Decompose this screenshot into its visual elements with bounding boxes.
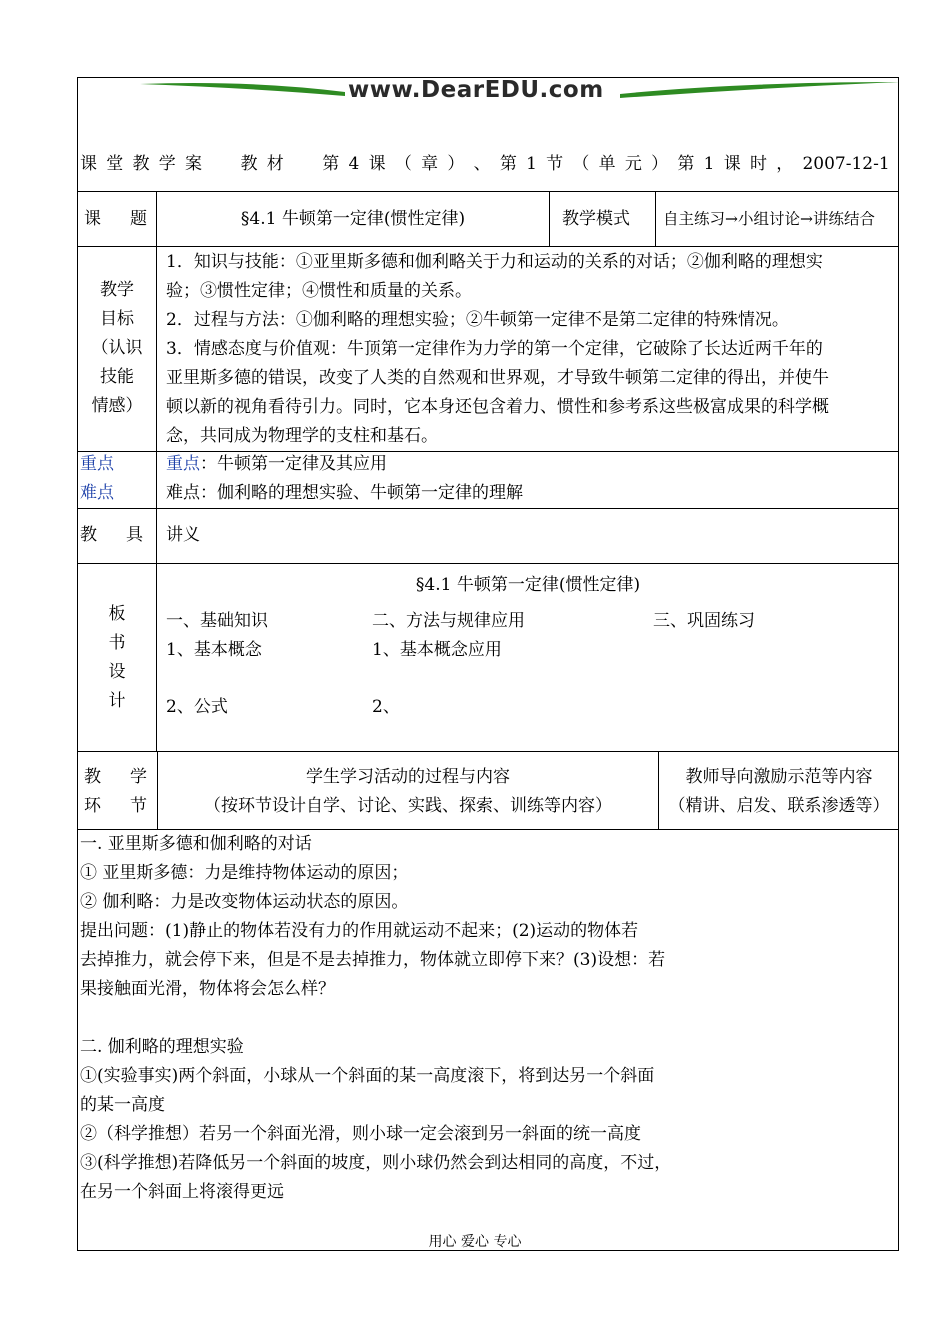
keypoint-text: 重点：牛顿第一定律及其应用 xyxy=(166,454,387,474)
board-col3-heading: 三、巩固练习 xyxy=(653,611,755,631)
body-line: ② 伽利略：力是改变物体运动状态的原因。 xyxy=(80,892,409,912)
goals-label: 教学 目标 （认识 技能 情感） xyxy=(91,280,143,416)
body-line: ③(科学推想)若降低另一个斜面的坡度，则小球仍然会到达相同的高度，不过， xyxy=(80,1153,672,1173)
teaching-mode-label: 教学模式 xyxy=(562,209,630,229)
difficulty-label: 难点 xyxy=(80,483,114,503)
logo-text: www.DearEDU.com xyxy=(348,77,604,103)
body-line: 二. 伽利略的理想实验 xyxy=(80,1037,244,1057)
body-line: 的某一高度 xyxy=(80,1095,165,1115)
tools-value: 讲义 xyxy=(166,525,200,545)
lesson-body xyxy=(80,830,671,1207)
footer: 用心 爱心 专心 xyxy=(428,1234,522,1250)
topic-label: 课 题 xyxy=(84,209,153,229)
difficulty-text: 难点：伽利略的理想实验、牛顿第一定律的理解 xyxy=(166,483,523,503)
board-col2-heading: 二、方法与规律应用 xyxy=(372,611,525,631)
board-title: §4.1 牛顿第一定律(惯性定律) xyxy=(415,575,641,595)
student-activity-subheading: （按环节设计自学、讨论、实践、探索、训练等内容） xyxy=(204,796,612,816)
column-divider xyxy=(549,191,550,246)
body-line: 去掉推力，就会停下来，但是不是去掉推力，物体就立即停下来？(3)设想：若 xyxy=(80,950,666,970)
body-line: 提出问题：(1)静止的物体若没有力的作用就运动不起来；(2)运动的物体若 xyxy=(80,921,639,941)
lesson-info-line: 课 堂 教 学 案 教 材 第 4 课 （ 章 ） 、 第 1 节 （ 单 元 ） 第 1 课 时 ， 2007-12-1 xyxy=(80,154,890,174)
teacher-guide-subheading: （精讲、启发、联系渗透等） xyxy=(668,796,890,816)
body-line: ①(实验事实)两个斜面，小球从一个斜面的某一高度滚下，将到达另一个斜面 xyxy=(80,1066,655,1086)
column-divider xyxy=(655,191,656,246)
rule xyxy=(77,246,899,247)
teacher-guide-heading: 教师导向激励示范等内容 xyxy=(685,767,873,787)
body-line: 一. 亚里斯多德和伽利略的对话 xyxy=(80,834,312,854)
column-divider xyxy=(156,191,157,752)
body-line xyxy=(80,1004,671,1033)
board-col1-item1: 1、基本概念 xyxy=(166,640,262,660)
body-line: 果接触面光滑，物体将会怎么样？ xyxy=(80,979,335,999)
rule xyxy=(77,563,899,564)
rule xyxy=(77,751,899,752)
board-col1-item2: 2、公式 xyxy=(166,697,228,717)
board-col2-item2: 2、 xyxy=(372,697,400,717)
body-line: ① 亚里斯多德：力是维持物体运动的原因； xyxy=(80,863,409,883)
topic-title: §4.1 牛顿第一定律(惯性定律) xyxy=(240,209,466,229)
body-line: 在另一个斜面上将滚得更远 xyxy=(80,1182,284,1202)
keypoint-label: 重点 xyxy=(80,454,114,474)
tools-label: 教 具 xyxy=(80,525,149,545)
student-activity-heading: 学生学习活动的过程与内容 xyxy=(306,767,510,787)
body-line: ②（科学推想）若另一个斜面光滑，则小球一定会滚到另一斜面的统一高度 xyxy=(80,1124,641,1144)
goals-text: 1．知识与技能：①亚里斯多德和伽利略关于力和运动的关系的对话；②伽利略的理想实 验；③惯性定律；④惯性和质量的关系。 2．过程与方法：①伽利略的理想实验；②牛顿第一定律不是第二定律的特殊情况。 3．情感态度与价值观：牛顶第一定律作为力学的第一个定律，它破除了长达近两千年的 亚里斯多德的错误，改变了人类的自然观和世界观，才导致牛顿第二定律的得出，并使牛 顿以新的视角看待引力。同时，它本身还包含着力、惯性和参考系这些极富成果的科学概 念，共同成为物理学的支柱和基石。 xyxy=(166,252,829,446)
process-label-1: 教 学 xyxy=(84,767,153,787)
board-col1-heading: 一、基础知识 xyxy=(166,611,268,631)
process-label-2: 环 节 xyxy=(84,796,153,816)
teaching-mode-value: 自主练习→小组讨论→讲练结合 xyxy=(663,210,875,228)
board-col2-item1: 1、基本概念应用 xyxy=(372,640,502,660)
rule xyxy=(77,191,899,192)
board-label: 板 书 设 计 xyxy=(108,604,126,711)
rule xyxy=(77,508,899,509)
